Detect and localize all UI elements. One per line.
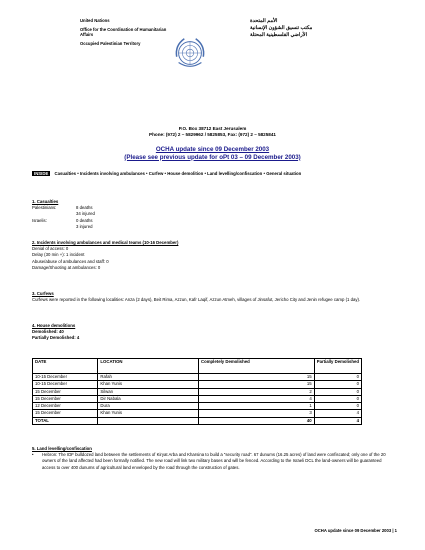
col-location: LOCATION (98, 359, 199, 374)
land-section (32, 446, 396, 471)
postal-address: P.O. Box 38712 East Jerusalem (178, 126, 247, 131)
inside-items: Casualties • Incidents involving ambulances • Curfew • House demolition • Land levelling/confiscation • General situation (54, 171, 302, 176)
org-header-english (80, 18, 175, 46)
org-header-arabic (250, 18, 340, 39)
table-row: 15 December Dir Nabala 4 0 (33, 395, 362, 402)
office-name: Office for the Coordination of Humanitarian Affairs (80, 26, 167, 38)
title-line-2: (Please see previous update for oPt 03 – 09 December 2003) (124, 153, 301, 161)
table-header-row (33, 359, 362, 374)
address-block (60, 126, 365, 138)
land-bullet (32, 452, 396, 471)
col-complete: Completely Demolished (199, 359, 315, 374)
col-partial: Partially Demolished (314, 359, 361, 374)
table-row: 10-15 December Rafah 15 0 (33, 374, 362, 381)
demolished-count: Demolished: 40 (32, 329, 64, 335)
demolition-heading: 4. House demolitions (32, 323, 76, 328)
un-emblem-icon (171, 34, 209, 72)
phone-fax: Phone: (972) 2 – 5829962 / 5825853, Fax: (972) 2 – 5825841 (149, 132, 276, 138)
partial-count: Partially Demolished: 4 (32, 335, 80, 341)
bullet-icon: • (32, 452, 34, 458)
title-line-1: OCHA update since 09 December 2003 (155, 146, 270, 153)
casualties-heading: 1. Casualties (32, 199, 59, 204)
ambulances-heading: 2. Incidents involving ambulances and medical teams (10-16 December) (32, 240, 179, 245)
ambulance-line: Abuse/abuse of ambulances and staff: 0 (32, 258, 109, 264)
ambulances-section (32, 240, 396, 271)
casualty-row: 34 injured (76, 211, 95, 217)
ambulance-line: Denial of access: 0 (32, 246, 69, 252)
demolition-table (32, 358, 362, 425)
casualties-section (32, 199, 396, 230)
document-title (60, 146, 365, 161)
col-date: DATE (33, 359, 98, 374)
arabic-territory-name: الأراضي الفلسطينية المحتلة (250, 32, 307, 38)
inside-tag: INSIDE (34, 171, 49, 176)
ambulance-line: Damage/Shooting at ambulances: 0 (32, 264, 101, 270)
page-footer: OCHA update since 09 December 2003 | 1 (314, 528, 397, 533)
land-text: Hebron: The IDF bulldozed land between the settlements of Kiryat Arba and Kharsina to build a “security road”. 67 dunums (16.25 acres) of land were confiscated; only one of the 20 owners of the land affected had been formally notified. The new road will link two military bases and will be fenced. According to the Israeli DCL the land-owners will be guaranteed access to over 400 dunums of agricultural land enveloped by the road through the construction of gates. (42, 452, 386, 470)
curfew-section (32, 291, 396, 303)
curfew-heading: 3. Curfews (32, 291, 54, 296)
casualty-row: Israelis: 0 deaths (32, 217, 93, 223)
land-heading: 5. Land levelling/confiscation (32, 446, 92, 451)
org-name: United Nations (80, 18, 110, 23)
territory-name: Occupied Palestinian Territory (80, 40, 141, 46)
casualty-row: 3 injured (76, 223, 93, 229)
inside-contents (32, 171, 396, 178)
table-row: 15 December Khan Yunis 3 4 (33, 410, 362, 417)
table-row: 10-15 December Khan Yunis 15 0 (33, 381, 362, 388)
arabic-org-name: الأمم المتحدة (250, 18, 278, 24)
table-row: 15 December Silwan 2 0 (33, 388, 362, 395)
table-total-row: TOTAL 40 4 (33, 417, 362, 424)
curfew-text: Curfews were reported in the following localities: Anza (2 days), Beit Rima, Azzun, Kafr Laqif, Azzun Atmeh, villages of Jinsafut, Jericho City and Jenin refugee camp (1 day). (32, 297, 361, 303)
demolition-section (32, 323, 396, 342)
ambulance-line: Delay (30 min +): 1 incident (32, 252, 85, 258)
table-row: 12 December Dura 1 0 (33, 403, 362, 410)
casualty-row: Palestinians: 8 deaths (32, 205, 93, 211)
arabic-office-name: مكتب تنسيق الشؤون الإنسانية (250, 25, 313, 31)
